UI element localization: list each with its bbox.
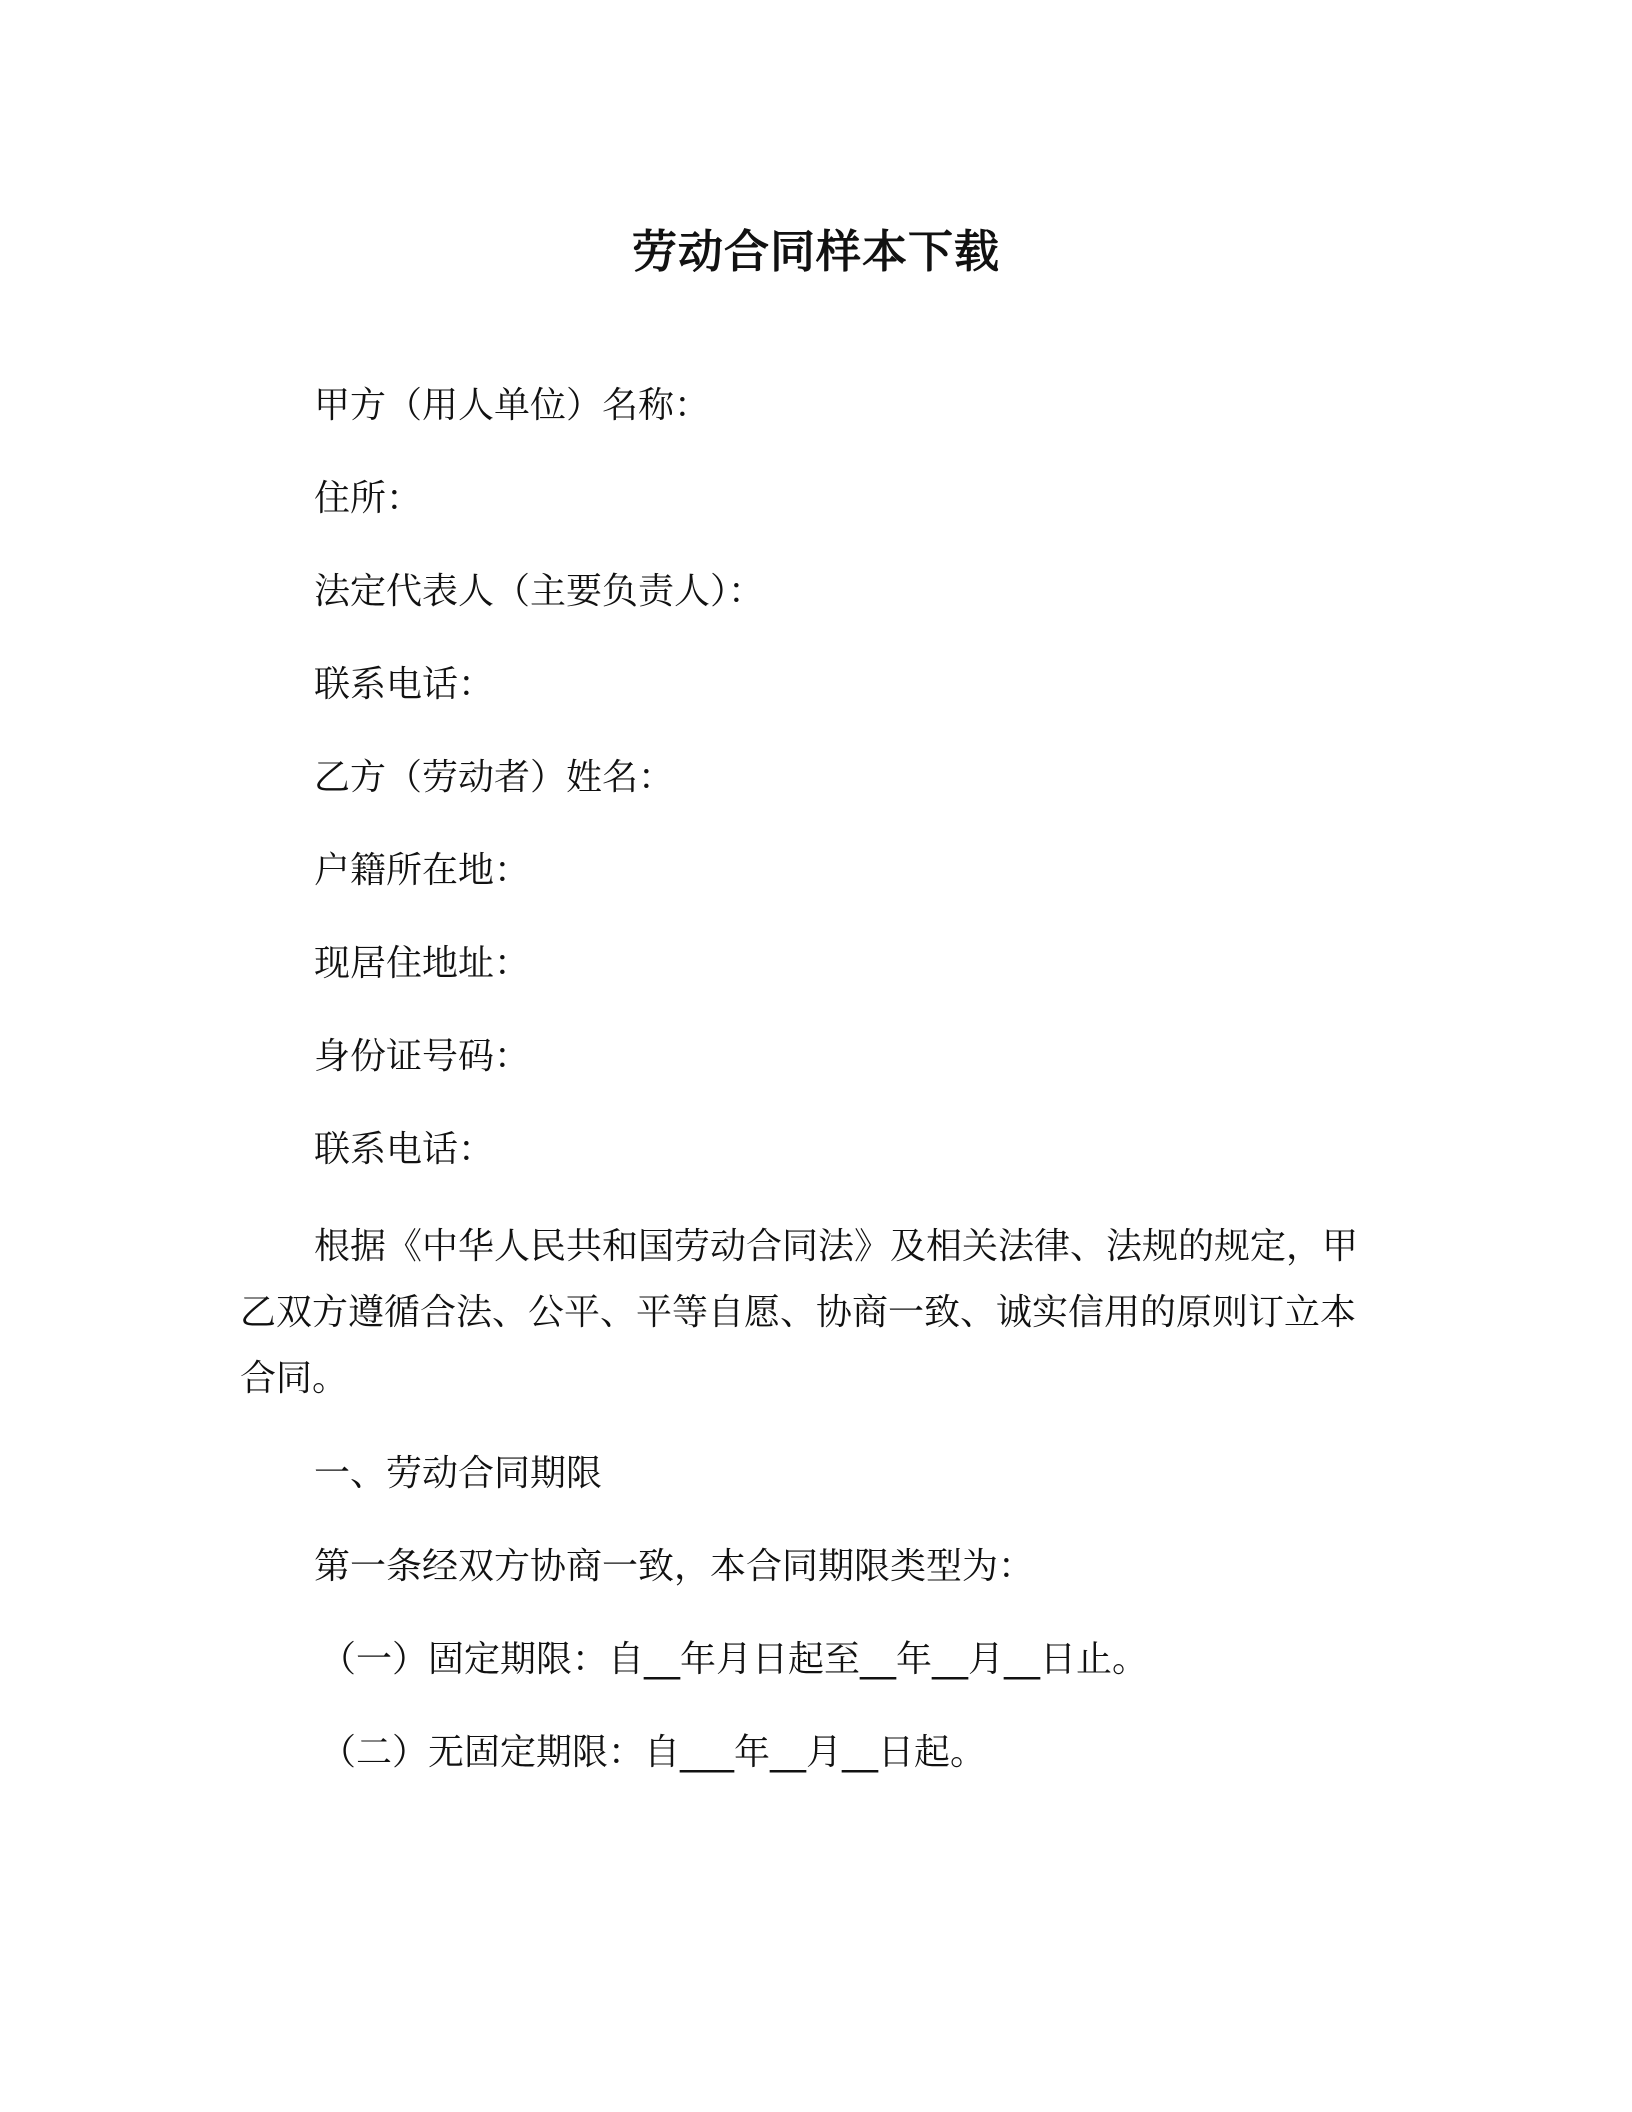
article-1-text: 第一条经双方协商一致，本合同期限类型为：: [314, 1546, 1035, 1587]
party-b-current-address-label: 现居住地址：: [314, 943, 531, 984]
party-b-household-label: 户籍所在地：: [314, 850, 531, 891]
party-b-phone-label: 联系电话：: [314, 1129, 495, 1170]
option-fixed-term: （一）固定期限：自__年月日起至__年__月__日止。: [320, 1639, 1149, 1680]
document-title: 劳动合同样本下载: [631, 225, 1000, 278]
party-a-address-label: 住所：: [314, 478, 423, 519]
party-a-name-label: 甲方（用人单位）名称：: [314, 385, 711, 426]
option-open-ended: （二）无固定期限：自___年__月__日起。: [320, 1732, 987, 1773]
party-a-legal-rep-label: 法定代表人（主要负责人）：: [314, 571, 765, 612]
preamble-paragraph: 根据《中华人民共和国劳动合同法》及相关法律、法规的规定，甲乙双方遵循合法、公平、平等自愿、协商一致、诚实信用的原则订立本合同。: [240, 1226, 1359, 1399]
section-1-heading: 一、劳动合同期限: [314, 1453, 603, 1494]
party-a-phone-label: 联系电话：: [314, 664, 495, 705]
party-b-id-label: 身份证号码：: [314, 1036, 531, 1077]
party-b-name-label: 乙方（劳动者）姓名：: [314, 757, 675, 798]
